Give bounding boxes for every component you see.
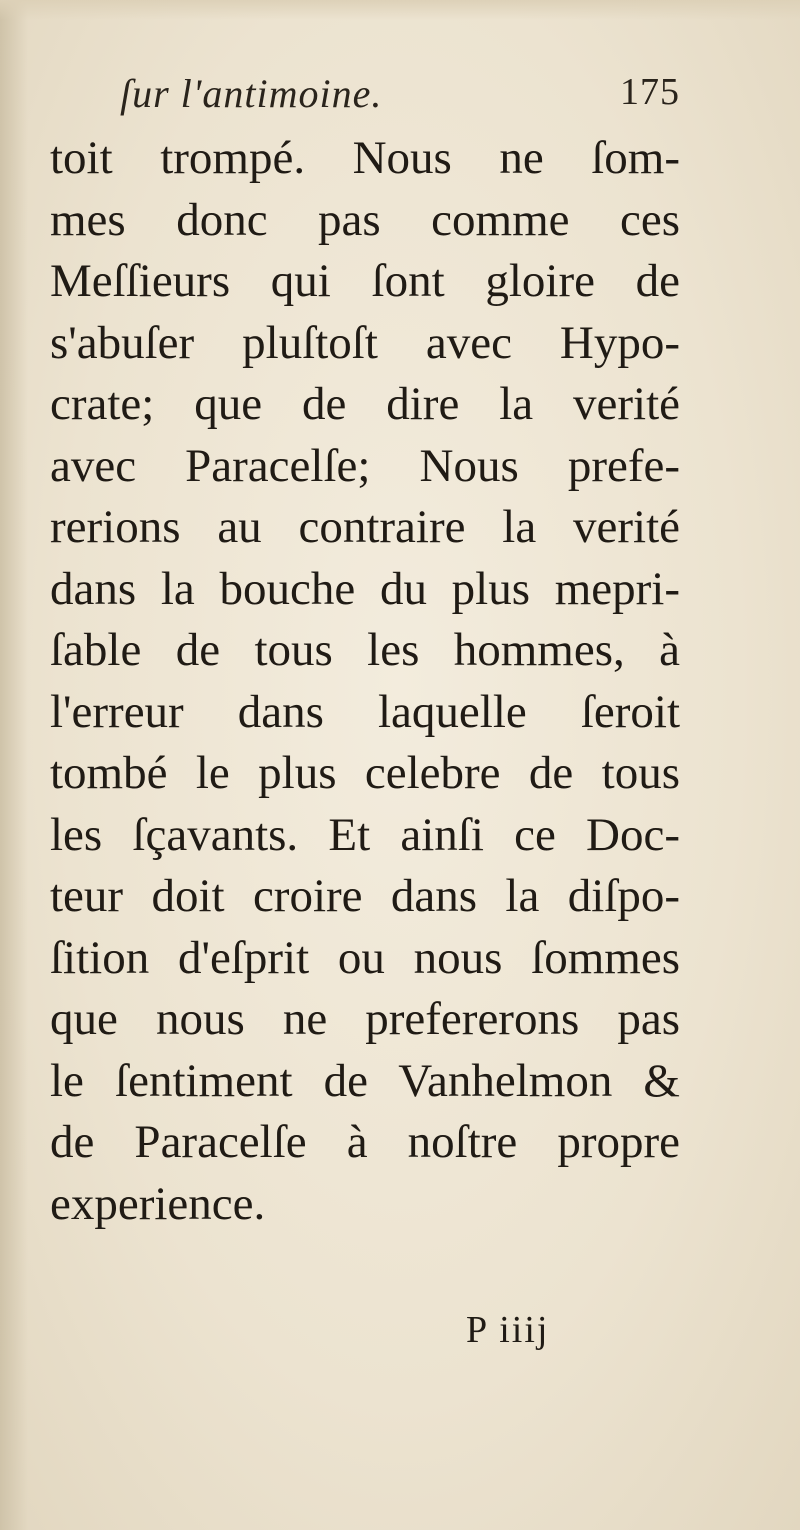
text-line: dans la bouche du plus mepri- — [50, 562, 680, 615]
page-header — [120, 70, 680, 130]
text-line: teur doit croire dans la diſpo- — [50, 870, 680, 922]
page-number: 175 — [620, 71, 680, 113]
text-line: ſition d'eſprit ou nous ſommes — [50, 931, 680, 984]
text-line: mes donc pas comme ces — [50, 193, 680, 246]
text-line: Meſſieurs qui ſont gloire de — [50, 255, 680, 307]
gutter-shadow — [0, 0, 28, 1530]
text-line: les ſçavants. Et ainſi ce Doc- — [50, 808, 680, 861]
running-title: ſur l'antimoine. — [120, 71, 383, 116]
text-line: que nous ne prefererons pas — [50, 993, 680, 1045]
text-line: avec Paracelſe; Nous prefe- — [50, 439, 680, 492]
top-edge-shadow — [0, 0, 800, 20]
text-line-last: experience. — [50, 1177, 266, 1230]
text-line: tombé le plus celebre de tous — [50, 747, 680, 799]
text-line: crate; que de dire la verité — [50, 378, 680, 430]
text-line: s'abuſer pluſtoſt avec Hypo- — [50, 316, 680, 369]
text-line: de Paracelſe à noſtre propre — [50, 1116, 680, 1168]
text-line: rerions au contraire la verité — [50, 501, 680, 553]
text-line: ſable de tous les hommes, à — [50, 624, 680, 676]
text-line: l'erreur dans laquelle ſeroit — [50, 685, 680, 738]
signature-mark: P iiij — [466, 1309, 550, 1351]
text-line: le ſentiment de Vanhelmon & — [50, 1054, 680, 1107]
text-line: toit trompé. Nous ne ſom- — [50, 132, 680, 184]
body-text — [50, 128, 680, 1235]
